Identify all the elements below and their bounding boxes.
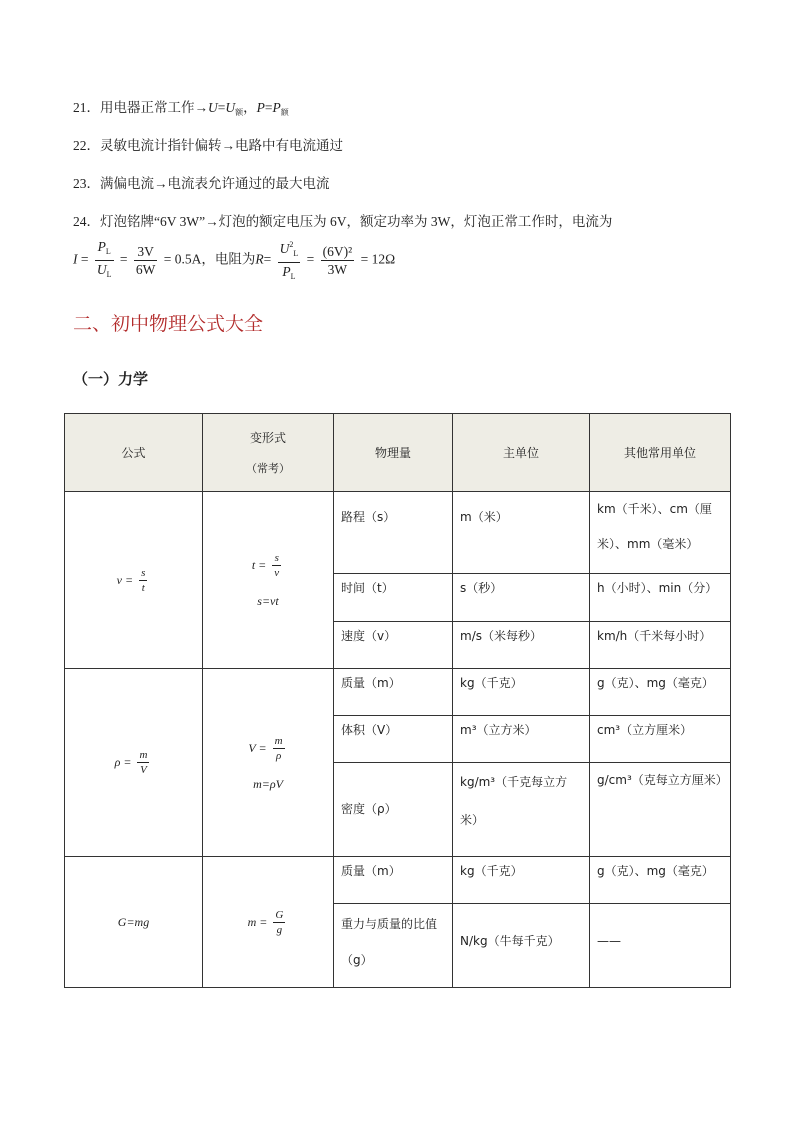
item-23: 23．满偏电流→电流表允许通过的最大电流 (73, 176, 330, 191)
g1-v-v: v (274, 567, 280, 579)
g1-v-s: s (272, 551, 281, 566)
formula-frac-U2P (278, 236, 301, 285)
item-21-eq1: = (217, 100, 226, 115)
item-24-formula (73, 236, 395, 285)
frac-P: P (97, 239, 106, 254)
frac-PL-sub: L (290, 272, 296, 281)
item-21-sep: ， (243, 100, 257, 115)
g3-v-g: g (276, 923, 283, 936)
g2-f-V: V (140, 764, 147, 776)
g1-v-t: t (251, 558, 256, 572)
g1-f-t: t (141, 581, 145, 594)
item-22: 22．灵敏电流计指针偏转→电路中有电流通过 (73, 138, 343, 153)
formula-R: R (255, 251, 264, 267)
formula-eq2: = (119, 251, 128, 267)
frac-U2: U (279, 241, 290, 256)
g2-r3-unit: kg/m³（千克每立方米） (453, 763, 590, 857)
g3-r2-quantity: 重力与质量的比值（g） (334, 904, 453, 988)
item-21-sub1: 额 (235, 108, 244, 117)
g2-r2-other: cm³（立方厘米） (590, 716, 731, 763)
g2-v-eq: = (255, 740, 270, 755)
formula-frac-3V6W (134, 243, 158, 278)
formula-frac-6V3W (321, 243, 355, 278)
g2-r2-unit: m³（立方米） (453, 716, 590, 763)
frac-P-sub: L (105, 247, 111, 256)
g3-r2-other: —— (590, 904, 731, 988)
g2-r1-unit: kg（千克） (453, 669, 590, 716)
header-variant (203, 414, 334, 492)
g1-r2-quantity: 时间（t） (334, 574, 453, 622)
item-24: 24．灯泡铭牌“6V 3W”→灯泡的额定电压为 6V，额定功率为 3W，灯泡正常工作时，电流为 (73, 214, 613, 229)
table-row (65, 669, 731, 716)
g2-r2-quantity: 体积（V） (334, 716, 453, 763)
frac-3W: 3W (327, 262, 348, 277)
g1-r2-unit: s（秒） (453, 574, 590, 622)
frac-PL: P (282, 264, 291, 279)
formula-mid: ，电阻为 (201, 251, 256, 267)
item-21-P: P (256, 100, 265, 115)
header-main-unit: 主单位 (453, 414, 590, 492)
g1-v-eq: = (255, 558, 270, 572)
g2-f-frac (137, 748, 149, 777)
g2-v-frac (273, 734, 285, 763)
table-header-row (65, 414, 731, 492)
g1-r3-unit: m/s（米每秒） (453, 622, 590, 669)
header-variant-label: 变形式 (249, 431, 286, 445)
g3-v-eq: = (256, 914, 271, 929)
g3-v-frac (273, 908, 285, 937)
formula-eq3: = (263, 251, 272, 267)
item-21-U2: U (225, 100, 236, 115)
formula-eq: = (80, 251, 89, 267)
g2-r3-other: g/cm³（克每立方厘米） (590, 763, 731, 857)
g3-r1-unit: kg（千克） (453, 857, 590, 904)
g3-formula: G=mg (117, 914, 150, 929)
table-row (65, 857, 731, 904)
g1-f-eq: = (121, 572, 137, 587)
g1-r2-other: h（小时）、min（分） (590, 574, 731, 622)
item-21-P2: P (272, 100, 281, 115)
variant-cell-rho (203, 669, 334, 857)
g2-f-m: m (139, 749, 148, 761)
formula-eq4: = (306, 251, 315, 267)
frac-U2-sup: 2 (289, 240, 294, 249)
g2-f-rho: ρ (114, 755, 121, 769)
g2-v-rho: ρ (275, 749, 282, 762)
frac-6V2: (6V)² (322, 244, 353, 259)
subsection-title: （一）力学 (73, 370, 149, 388)
header-quantity: 物理量 (334, 414, 453, 492)
variant-cell-v (203, 492, 334, 669)
formula-result2: = 12Ω (360, 251, 396, 267)
formula-cell-G (65, 857, 203, 988)
g3-r1-quantity: 质量（m） (334, 857, 453, 904)
g2-r1-other: g（克）、mg（毫克） (590, 669, 731, 716)
g2-r3-quantity: 密度（ρ） (334, 763, 453, 857)
g1-r3-quantity: 速度（v） (334, 622, 453, 669)
g1-f-s: s (141, 566, 146, 579)
g3-v-m: m (247, 914, 257, 929)
header-variant-note: （常考） (246, 462, 290, 475)
formula-frac-PU (95, 238, 114, 283)
frac-U-sub: L (106, 270, 112, 279)
item-21-prefix: 21．用电器正常工作→ (73, 100, 208, 115)
formula-cell-rho (65, 669, 203, 857)
g1-f-frac (139, 566, 147, 595)
header-formula: 公式 (65, 414, 203, 492)
g2-f-eq: = (120, 755, 135, 769)
g1-v2: s=vt (257, 594, 279, 608)
g3-r2-unit: N/kg（牛每千克） (453, 904, 590, 988)
variant-cell-G (203, 857, 334, 988)
g1-r3-other: km/h（千米每小时） (590, 622, 731, 669)
item-21-eq2: = (264, 100, 273, 115)
mechanics-table (64, 413, 731, 988)
g1-r1-quantity: 路程（s） (334, 492, 453, 574)
formula-result1: = 0.5A (163, 251, 202, 267)
formula-I: I (73, 251, 78, 267)
g1-r1-other: km（千米）、cm（厘米）、mm（毫米） (590, 492, 731, 574)
item-21 (73, 96, 289, 118)
g3-r1-other: g（克）、mg（毫克） (590, 857, 731, 904)
g2-r1-quantity: 质量（m） (334, 669, 453, 716)
section-title: 二、初中物理公式大全 (73, 313, 264, 335)
g1-r1-unit: m（米） (453, 492, 590, 574)
header-other-units: 其他常用单位 (590, 414, 731, 492)
g1-v-frac (272, 551, 281, 580)
g3-v-G: G (275, 908, 284, 921)
item-21-sub2: 额 (280, 108, 289, 117)
frac-3V: 3V (134, 243, 158, 261)
item-21-U: U (208, 100, 218, 115)
g2-v2: m=ρV (253, 776, 283, 791)
g2-v-m: m (274, 734, 283, 747)
frac-U2-sub: L (293, 249, 299, 258)
g1-f-v: v (116, 572, 122, 587)
g2-v-V: V (248, 740, 256, 755)
frac-6W: 6W (135, 262, 156, 277)
table-row (65, 492, 731, 574)
frac-U: U (96, 262, 107, 277)
formula-cell-v (65, 492, 203, 669)
